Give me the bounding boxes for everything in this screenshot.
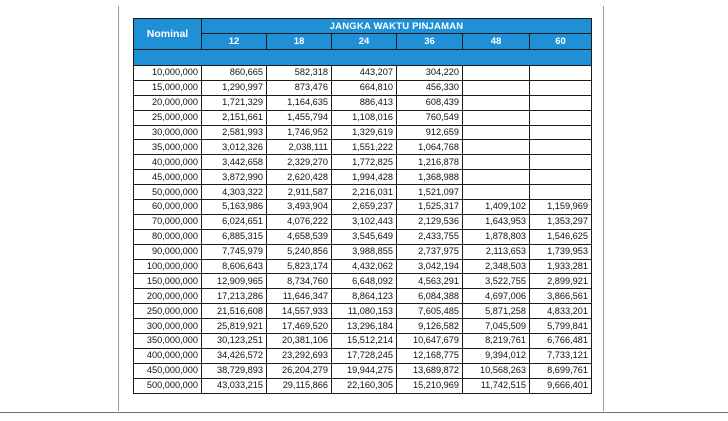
installment-cell: 6,648,092 [332, 274, 397, 289]
installment-cell [463, 80, 530, 95]
installment-cell: 17,728,245 [332, 348, 397, 363]
installment-cell: 1,878,803 [463, 229, 530, 244]
installment-cell: 13,689,872 [397, 363, 463, 378]
table-row [134, 125, 592, 140]
nominal-cell: 90,000,000 [134, 244, 202, 259]
installment-cell: 1,546,625 [530, 229, 592, 244]
installment-cell: 29,115,866 [267, 378, 332, 393]
installment-cell: 860,665 [202, 66, 267, 81]
installment-cell: 1,353,297 [530, 214, 592, 229]
installment-cell: 2,433,755 [397, 229, 463, 244]
installment-cell: 1,108,016 [332, 110, 397, 125]
installment-cell: 1,064,768 [397, 140, 463, 155]
installment-cell: 15,512,214 [332, 334, 397, 349]
installment-cell: 1,455,794 [267, 110, 332, 125]
table-row [134, 229, 592, 244]
installment-cell: 760,549 [397, 110, 463, 125]
installment-cell [530, 185, 592, 200]
nominal-cell: 450,000,000 [134, 363, 202, 378]
table-row [134, 378, 592, 393]
installment-cell: 4,658,539 [267, 229, 332, 244]
nominal-cell: 80,000,000 [134, 229, 202, 244]
installment-cell: 2,620,428 [267, 170, 332, 185]
installment-cell: 1,290,997 [202, 80, 267, 95]
term-header-3: 36 [397, 34, 463, 50]
installment-cell: 4,303,322 [202, 185, 267, 200]
nominal-cell: 250,000,000 [134, 304, 202, 319]
installment-cell: 2,113,653 [463, 244, 530, 259]
installment-cell: 8,699,761 [530, 363, 592, 378]
bottom-rule [0, 412, 728, 413]
installment-cell: 9,394,012 [463, 348, 530, 363]
table-body [134, 66, 592, 394]
installment-cell: 3,866,561 [530, 289, 592, 304]
installment-cell: 2,659,237 [332, 200, 397, 215]
nominal-cell: 500,000,000 [134, 378, 202, 393]
nominal-cell: 150,000,000 [134, 274, 202, 289]
installment-cell: 608,439 [397, 95, 463, 110]
installment-cell: 8,864,123 [332, 289, 397, 304]
nominal-cell: 200,000,000 [134, 289, 202, 304]
installment-cell: 10,568,263 [463, 363, 530, 378]
installment-cell: 2,581,993 [202, 125, 267, 140]
table-row [134, 244, 592, 259]
installment-cell [463, 110, 530, 125]
installment-cell: 1,216,878 [397, 155, 463, 170]
installment-cell: 3,493,904 [267, 200, 332, 215]
installment-cell: 1,994,428 [332, 170, 397, 185]
installment-cell: 11,646,347 [267, 289, 332, 304]
installment-cell: 5,823,174 [267, 259, 332, 274]
term-header-5: 60 [530, 34, 592, 50]
installment-cell: 9,126,582 [397, 319, 463, 334]
nominal-cell: 40,000,000 [134, 155, 202, 170]
installment-cell: 912,659 [397, 125, 463, 140]
table-row [134, 319, 592, 334]
installment-cell: 4,432,062 [332, 259, 397, 274]
nominal-cell: 25,000,000 [134, 110, 202, 125]
installment-cell [463, 66, 530, 81]
nominal-cell: 10,000,000 [134, 66, 202, 81]
installment-cell: 6,885,315 [202, 229, 267, 244]
installment-cell: 38,729,893 [202, 363, 267, 378]
installment-cell: 7,745,979 [202, 244, 267, 259]
installment-cell: 20,381,106 [267, 334, 332, 349]
table-row [134, 95, 592, 110]
installment-cell: 1,159,969 [530, 200, 592, 215]
installment-cell: 8,219,761 [463, 334, 530, 349]
nominal-header: Nominal [134, 19, 202, 50]
installment-cell: 3,012,326 [202, 140, 267, 155]
installment-cell: 7,045,509 [463, 319, 530, 334]
installment-cell: 30,123,251 [202, 334, 267, 349]
installment-cell: 3,988,855 [332, 244, 397, 259]
installment-cell: 14,557,933 [267, 304, 332, 319]
installment-cell: 3,102,443 [332, 214, 397, 229]
installment-cell: 8,606,643 [202, 259, 267, 274]
installment-cell: 19,944,275 [332, 363, 397, 378]
table-row [134, 140, 592, 155]
installment-cell: 6,024,651 [202, 214, 267, 229]
installment-cell: 7,605,485 [397, 304, 463, 319]
installment-cell: 4,563,291 [397, 274, 463, 289]
installment-cell [530, 66, 592, 81]
installment-cell: 1,525,317 [397, 200, 463, 215]
nominal-cell: 70,000,000 [134, 214, 202, 229]
installment-cell [463, 170, 530, 185]
installment-cell: 5,799,841 [530, 319, 592, 334]
table-row [134, 170, 592, 185]
term-header-4: 48 [463, 34, 530, 50]
installment-cell: 1,746,952 [267, 125, 332, 140]
installment-cell: 9,666,401 [530, 378, 592, 393]
table-row [134, 334, 592, 349]
table-row [134, 66, 592, 81]
installment-cell: 12,909,965 [202, 274, 267, 289]
installment-cell: 886,413 [332, 95, 397, 110]
installment-cell: 2,348,503 [463, 259, 530, 274]
installment-cell: 7,733,121 [530, 348, 592, 363]
installment-cell: 5,240,856 [267, 244, 332, 259]
installment-cell: 3,042,194 [397, 259, 463, 274]
nominal-cell: 400,000,000 [134, 348, 202, 363]
table-row [134, 304, 592, 319]
installment-cell: 2,329,270 [267, 155, 332, 170]
installment-cell: 1,739,953 [530, 244, 592, 259]
installment-cell: 582,318 [267, 66, 332, 81]
nominal-cell: 350,000,000 [134, 334, 202, 349]
installment-cell: 6,084,388 [397, 289, 463, 304]
table-row [134, 200, 592, 215]
installment-cell: 17,213,286 [202, 289, 267, 304]
installment-cell: 5,163,986 [202, 200, 267, 215]
table-row [134, 155, 592, 170]
table-row [134, 289, 592, 304]
installment-cell: 1,721,329 [202, 95, 267, 110]
nominal-cell: 300,000,000 [134, 319, 202, 334]
installment-cell: 3,872,990 [202, 170, 267, 185]
term-header-1: 18 [267, 34, 332, 50]
installment-cell: 26,204,279 [267, 363, 332, 378]
installment-cell: 23,292,693 [267, 348, 332, 363]
installment-cell: 4,697,006 [463, 289, 530, 304]
installment-cell: 304,220 [397, 66, 463, 81]
nominal-cell: 45,000,000 [134, 170, 202, 185]
installment-cell: 8,734,760 [267, 274, 332, 289]
installment-cell [530, 95, 592, 110]
installment-cell: 10,647,679 [397, 334, 463, 349]
installment-cell: 1,368,988 [397, 170, 463, 185]
installment-cell: 4,833,201 [530, 304, 592, 319]
installment-cell: 3,545,649 [332, 229, 397, 244]
table-row [134, 110, 592, 125]
term-header-2: 24 [332, 34, 397, 50]
installment-cell: 17,469,520 [267, 319, 332, 334]
installment-cell: 3,522,755 [463, 274, 530, 289]
installment-cell: 43,033,215 [202, 378, 267, 393]
installment-cell [463, 155, 530, 170]
installment-cell: 1,521,097 [397, 185, 463, 200]
installment-cell: 1,772,825 [332, 155, 397, 170]
installment-cell: 873,476 [267, 80, 332, 95]
installment-cell: 456,330 [397, 80, 463, 95]
nominal-cell: 50,000,000 [134, 185, 202, 200]
table-row [134, 185, 592, 200]
installment-cell: 34,426,572 [202, 348, 267, 363]
table-row [134, 363, 592, 378]
installment-cell: 1,329,619 [332, 125, 397, 140]
installment-cell: 1,409,102 [463, 200, 530, 215]
installment-cell: 15,210,969 [397, 378, 463, 393]
installment-cell [530, 155, 592, 170]
installment-cell [463, 140, 530, 155]
nominal-cell: 60,000,000 [134, 200, 202, 215]
nominal-cell: 100,000,000 [134, 259, 202, 274]
installment-cell: 11,742,515 [463, 378, 530, 393]
installment-cell: 2,151,661 [202, 110, 267, 125]
header-spacer-bar [134, 50, 592, 66]
installment-cell [530, 110, 592, 125]
installment-cell: 13,296,184 [332, 319, 397, 334]
installment-cell [463, 95, 530, 110]
nominal-cell: 35,000,000 [134, 140, 202, 155]
installment-cell: 6,766,481 [530, 334, 592, 349]
loan-term-group-header: JANGKA WAKTU PINJAMAN [202, 19, 592, 34]
table-row [134, 259, 592, 274]
term-header-0: 12 [202, 34, 267, 50]
installment-cell: 5,871,258 [463, 304, 530, 319]
installment-cell: 3,442,658 [202, 155, 267, 170]
installment-cell [530, 170, 592, 185]
loan-installment-table [133, 18, 592, 394]
installment-cell: 25,819,921 [202, 319, 267, 334]
table-row [134, 348, 592, 363]
installment-cell: 2,129,536 [397, 214, 463, 229]
installment-cell [530, 80, 592, 95]
installment-cell: 1,643,953 [463, 214, 530, 229]
installment-cell: 1,551,222 [332, 140, 397, 155]
installment-cell [530, 125, 592, 140]
table-row [134, 214, 592, 229]
term-header-row [134, 34, 592, 50]
installment-cell: 664,810 [332, 80, 397, 95]
installment-cell: 2,911,587 [267, 185, 332, 200]
installment-cell: 22,160,305 [332, 378, 397, 393]
nominal-cell: 30,000,000 [134, 125, 202, 140]
installment-cell: 2,038,111 [267, 140, 332, 155]
installment-cell: 11,080,153 [332, 304, 397, 319]
installment-cell: 443,207 [332, 66, 397, 81]
installment-cell: 1,164,635 [267, 95, 332, 110]
table-row [134, 80, 592, 95]
nominal-cell: 15,000,000 [134, 80, 202, 95]
table-row [134, 274, 592, 289]
installment-cell: 2,899,921 [530, 274, 592, 289]
nominal-cell: 20,000,000 [134, 95, 202, 110]
installment-cell: 2,216,031 [332, 185, 397, 200]
installment-cell [530, 140, 592, 155]
installment-cell: 21,516,608 [202, 304, 267, 319]
installment-cell: 1,933,281 [530, 259, 592, 274]
installment-cell: 2,737,975 [397, 244, 463, 259]
installment-cell [463, 185, 530, 200]
installment-cell: 4,076,222 [267, 214, 332, 229]
installment-cell: 12,168,775 [397, 348, 463, 363]
installment-cell [463, 125, 530, 140]
